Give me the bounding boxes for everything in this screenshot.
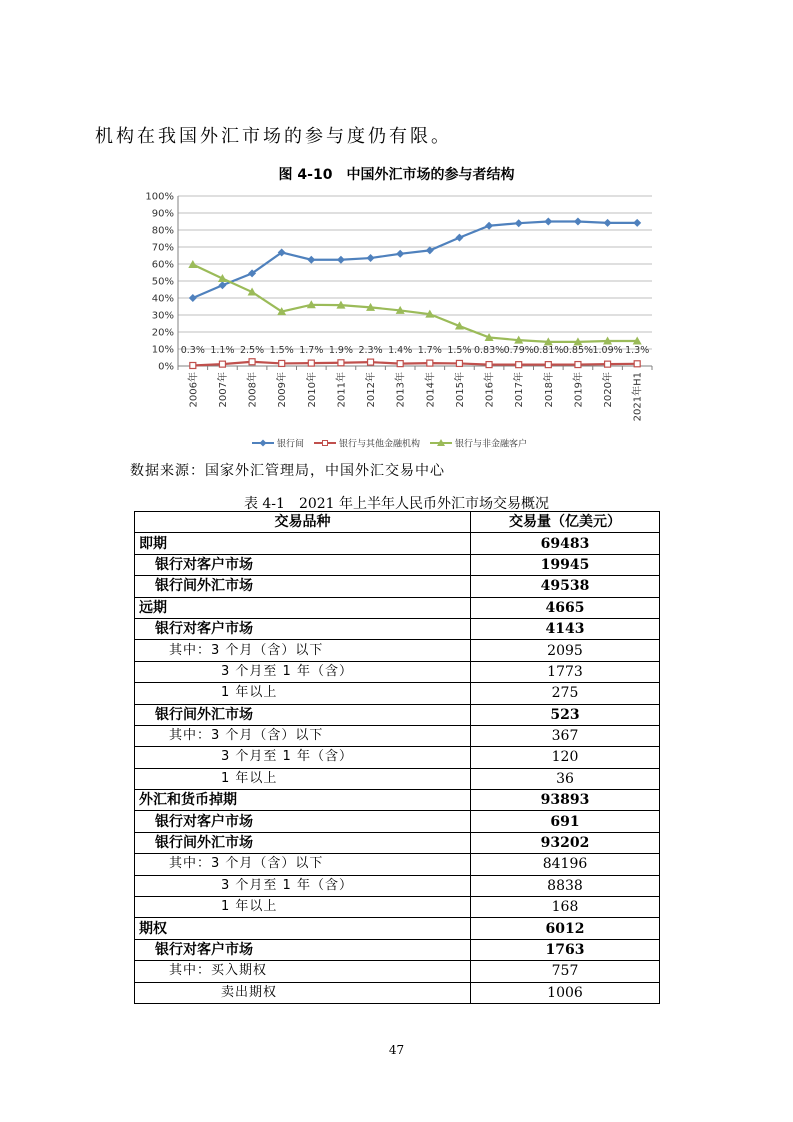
y-tick-label: 30% bbox=[151, 310, 174, 322]
data-point bbox=[337, 256, 345, 264]
data-label: 1.5% bbox=[269, 345, 294, 356]
y-tick-label: 50% bbox=[151, 276, 174, 288]
row-volume-value: 168 bbox=[471, 897, 660, 918]
data-point bbox=[368, 359, 374, 365]
data-point bbox=[307, 256, 315, 264]
y-tick-label: 20% bbox=[151, 327, 174, 339]
table-row bbox=[135, 640, 660, 661]
legend-label: 银行间 bbox=[277, 439, 305, 450]
table-row bbox=[135, 661, 660, 682]
row-volume-value: 1006 bbox=[471, 982, 660, 1003]
row-product-name: 其中：3 个月（含）以下 bbox=[135, 854, 471, 875]
intro-paragraph: 机构在我国外汇市场的参与度仍有限。 bbox=[95, 126, 452, 147]
data-label: 1.7% bbox=[417, 345, 442, 356]
row-volume-value: 84196 bbox=[471, 854, 660, 875]
row-volume-value: 49538 bbox=[471, 576, 660, 597]
table-row bbox=[135, 618, 660, 639]
data-point bbox=[575, 362, 581, 368]
figure-title: 图 4-10 中国外汇市场的参与者结构 bbox=[278, 167, 515, 183]
data-point bbox=[396, 250, 404, 258]
x-tick-label: 2010年 bbox=[306, 372, 318, 408]
table-row bbox=[135, 811, 660, 832]
data-label: 1.4% bbox=[388, 345, 413, 356]
x-tick-label: 2008年 bbox=[247, 372, 259, 408]
table-row bbox=[135, 704, 660, 725]
table-row bbox=[135, 576, 660, 597]
y-tick-label: 90% bbox=[151, 208, 174, 220]
data-point bbox=[634, 361, 640, 367]
data-label: 1.9% bbox=[328, 345, 354, 356]
table-row bbox=[135, 747, 660, 768]
table-row bbox=[135, 918, 660, 939]
data-point bbox=[544, 218, 552, 226]
data-point bbox=[633, 219, 641, 227]
row-volume-value: 523 bbox=[471, 704, 660, 725]
row-product-name: 1 年以上 bbox=[135, 897, 471, 918]
row-volume-value: 93202 bbox=[471, 832, 660, 853]
table-row bbox=[135, 790, 660, 811]
data-point bbox=[485, 222, 493, 230]
data-point bbox=[515, 219, 523, 227]
data-source: 数据来源：国家外汇管理局，中国外汇交易中心 bbox=[130, 463, 445, 479]
x-tick-label: 2009年 bbox=[277, 372, 289, 408]
data-point bbox=[455, 234, 463, 242]
y-tick-label: 40% bbox=[151, 293, 174, 305]
table-row bbox=[135, 533, 660, 554]
data-point bbox=[338, 360, 344, 366]
row-product-name: 1 年以上 bbox=[135, 683, 471, 704]
x-tick-label: 2012年 bbox=[366, 372, 378, 408]
page-number: 47 bbox=[388, 1043, 405, 1057]
participant-structure-chart bbox=[130, 185, 660, 453]
data-point bbox=[308, 360, 314, 366]
x-tick-label: 2016年 bbox=[484, 372, 496, 408]
table-row bbox=[135, 897, 660, 918]
data-point bbox=[218, 281, 226, 289]
row-volume-value: 757 bbox=[471, 961, 660, 982]
row-product-name: 银行间外汇市场 bbox=[135, 576, 471, 597]
data-point bbox=[279, 360, 285, 366]
x-tick-label: 2018年 bbox=[543, 372, 555, 408]
row-product-name: 期权 bbox=[135, 918, 471, 939]
row-product-name: 银行对客户市场 bbox=[135, 618, 471, 639]
row-product-name: 银行对客户市场 bbox=[135, 811, 471, 832]
row-product-name: 3 个月至 1 年（含） bbox=[135, 875, 471, 896]
row-product-name: 其中：3 个月（含）以下 bbox=[135, 640, 471, 661]
row-product-name: 3 个月至 1 年（含） bbox=[135, 661, 471, 682]
x-tick-label: 2007年 bbox=[217, 372, 229, 408]
x-tick-label: 2013年 bbox=[395, 372, 407, 408]
data-label: 1.7% bbox=[299, 345, 324, 356]
row-product-name: 银行间外汇市场 bbox=[135, 704, 471, 725]
series-line bbox=[193, 265, 637, 342]
row-volume-value: 1763 bbox=[471, 939, 660, 960]
table-row bbox=[135, 683, 660, 704]
row-volume-value: 2095 bbox=[471, 640, 660, 661]
fx-trading-table bbox=[134, 511, 660, 1004]
table-header-row bbox=[135, 512, 660, 533]
row-volume-value: 4665 bbox=[471, 597, 660, 618]
table-row bbox=[135, 725, 660, 746]
table-row bbox=[135, 939, 660, 960]
x-tick-label: 2011年 bbox=[336, 372, 348, 408]
row-product-name: 卖出期权 bbox=[135, 982, 471, 1003]
legend-label: 银行与非金融客户 bbox=[455, 439, 528, 450]
data-point bbox=[249, 359, 255, 365]
y-tick-label: 0% bbox=[158, 361, 174, 373]
x-tick-label: 2006年 bbox=[188, 372, 200, 408]
data-label: 0.79% bbox=[503, 345, 534, 356]
row-volume-value: 6012 bbox=[471, 918, 660, 939]
row-product-name: 外汇和货币掉期 bbox=[135, 790, 471, 811]
data-point bbox=[367, 254, 375, 262]
row-product-name: 1 年以上 bbox=[135, 768, 471, 789]
data-label: 1.1% bbox=[210, 345, 235, 356]
data-label: 1.5% bbox=[447, 345, 472, 356]
row-volume-value: 93893 bbox=[471, 790, 660, 811]
data-point bbox=[426, 246, 434, 254]
row-product-name: 其中：买入期权 bbox=[135, 961, 471, 982]
data-label: 1.3% bbox=[625, 345, 650, 356]
data-point bbox=[397, 361, 403, 367]
series-line bbox=[193, 362, 637, 366]
row-volume-value: 69483 bbox=[471, 533, 660, 554]
row-product-name: 即期 bbox=[135, 533, 471, 554]
y-tick-label: 10% bbox=[151, 344, 174, 356]
row-volume-value: 275 bbox=[471, 683, 660, 704]
data-point bbox=[219, 361, 225, 367]
header-product: 交易品种 bbox=[135, 512, 471, 533]
header-volume: 交易量（亿美元） bbox=[471, 512, 660, 533]
y-tick-label: 100% bbox=[145, 191, 174, 203]
row-volume-value: 1773 bbox=[471, 661, 660, 682]
x-tick-label: 2019年 bbox=[573, 372, 585, 408]
data-label: 2.5% bbox=[239, 345, 265, 356]
data-point bbox=[427, 360, 433, 366]
data-label: 0.85% bbox=[562, 345, 594, 356]
row-product-name: 银行间外汇市场 bbox=[135, 832, 471, 853]
x-tick-label: 2021年H1 bbox=[632, 372, 644, 422]
series-line bbox=[193, 222, 637, 299]
row-product-name: 远期 bbox=[135, 597, 471, 618]
table-row bbox=[135, 961, 660, 982]
table-row bbox=[135, 854, 660, 875]
y-tick-label: 60% bbox=[151, 259, 174, 271]
row-volume-value: 691 bbox=[471, 811, 660, 832]
data-label: 0.83% bbox=[473, 345, 505, 356]
data-point bbox=[605, 361, 611, 367]
data-label: 2.3% bbox=[358, 345, 383, 356]
row-product-name: 3 个月至 1 年（含） bbox=[135, 747, 471, 768]
data-label: 0.81% bbox=[533, 345, 564, 356]
data-label: 0.3% bbox=[180, 345, 205, 356]
legend-label: 银行与其他金融机构 bbox=[339, 439, 421, 450]
x-tick-label: 2015年 bbox=[454, 372, 466, 408]
row-product-name: 银行对客户市场 bbox=[135, 939, 471, 960]
table-row bbox=[135, 875, 660, 896]
data-point bbox=[189, 294, 197, 302]
row-volume-value: 19945 bbox=[471, 554, 660, 575]
row-product-name: 银行对客户市场 bbox=[135, 554, 471, 575]
data-point bbox=[190, 362, 196, 368]
row-volume-value: 367 bbox=[471, 725, 660, 746]
data-point bbox=[545, 362, 551, 368]
y-tick-label: 70% bbox=[151, 242, 174, 254]
table-title: 表 4-1 2021 年上半年人民币外汇市场交易概况 bbox=[243, 496, 550, 512]
legend-marker bbox=[260, 440, 267, 447]
table-row bbox=[135, 768, 660, 789]
data-point bbox=[486, 362, 492, 368]
table-row bbox=[135, 982, 660, 1003]
row-product-name: 其中：3 个月（含）以下 bbox=[135, 725, 471, 746]
data-point bbox=[456, 360, 462, 366]
table-row bbox=[135, 597, 660, 618]
row-volume-value: 4143 bbox=[471, 618, 660, 639]
y-tick-label: 80% bbox=[151, 225, 174, 237]
table-row bbox=[135, 554, 660, 575]
data-label: 1.09% bbox=[592, 345, 623, 356]
table-row bbox=[135, 832, 660, 853]
data-point bbox=[516, 362, 522, 368]
row-volume-value: 36 bbox=[471, 768, 660, 789]
legend-marker bbox=[323, 441, 328, 446]
row-volume-value: 120 bbox=[471, 747, 660, 768]
x-tick-label: 2020年 bbox=[603, 372, 615, 408]
x-tick-label: 2014年 bbox=[425, 372, 437, 408]
row-volume-value: 8838 bbox=[471, 875, 660, 896]
x-tick-label: 2017年 bbox=[514, 372, 526, 408]
data-point bbox=[574, 218, 582, 226]
data-point bbox=[604, 219, 612, 227]
